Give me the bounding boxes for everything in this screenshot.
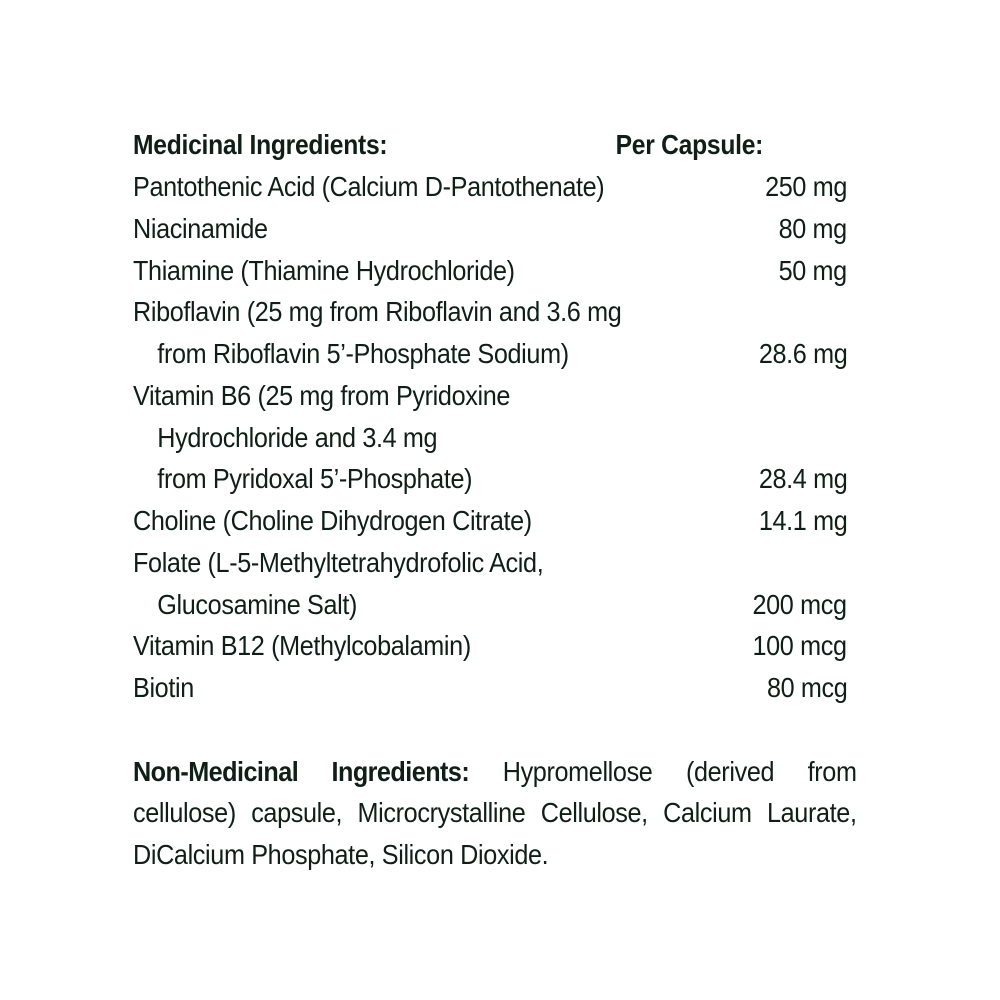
medicinal-ingredients-heading: Medicinal Ingredients: [133,129,388,160]
ingredient-row [133,208,847,250]
ingredient-amount: 80 mg [778,212,847,244]
ingredient-amount: 200 mcg [752,588,847,620]
ingredient-row [133,542,847,584]
ingredient-name: Biotin [133,672,194,703]
ingredient-amount: 28.6 mg [758,338,847,369]
ingredient-name: Vitamin B12 (Methylcobalamin) [133,630,471,662]
ingredient-name: from Pyridoxal 5’-Phosphate) [157,463,473,495]
ingredient-list [133,166,873,709]
ingredient-name: Vitamin B6 (25 mg from Pyridoxine [133,379,511,411]
ingredient-name: Choline (Choline Dihydrogen Citrate) [133,505,532,536]
ingredient-name: Riboflavin (25 mg from Riboflavin and 3.6 mg [133,296,622,328]
non-medicinal-text: Hypromellose (derived from cellulose) capsule, Microcrystalline Cellulose, Calcium Laurate, DiCalcium Phosphate, Silicon Dioxide. [133,755,857,870]
per-capsule-heading: Per Capsule: [615,129,764,160]
ingredient-row [133,584,847,626]
ingredient-amount: 50 mg [778,254,847,286]
ingredient-row [133,417,847,459]
ingredient-name: Glucosamine Salt) [157,588,358,620]
ingredient-row [133,166,847,208]
ingredient-row [133,333,847,375]
non-medicinal-label: Non-Medicinal Ingredients: [133,755,470,787]
ingredient-row [133,291,847,333]
ingredient-amount: 14.1 mg [758,505,847,536]
ingredient-row [133,250,847,292]
ingredient-amount: 80 mcg [766,672,847,703]
ingredient-name: Thiamine (Thiamine Hydrochloride) [133,254,515,286]
ingredient-amount: 28.4 mg [758,463,847,495]
ingredient-name: from Riboflavin 5’-Phosphate Sodium) [157,338,569,369]
ingredient-name: Pantothenic Acid (Calcium D-Pantothenate) [133,171,605,202]
ingredient-row [133,625,847,667]
ingredient-row [133,375,847,417]
ingredient-name: Niacinamide [133,212,268,244]
ingredients-header [133,124,763,166]
ingredients-panel [133,124,873,875]
ingredient-row [133,458,847,500]
ingredient-amount: 100 mcg [752,630,847,662]
ingredient-row [133,500,847,542]
ingredient-row [133,667,847,709]
non-medicinal-ingredients [133,751,857,876]
ingredient-name: Hydrochloride and 3.4 mg [157,421,438,453]
ingredient-name: Folate (L-5-Methyltetrahydrofolic Acid, [133,546,544,578]
ingredient-amount: 250 mg [765,171,847,202]
